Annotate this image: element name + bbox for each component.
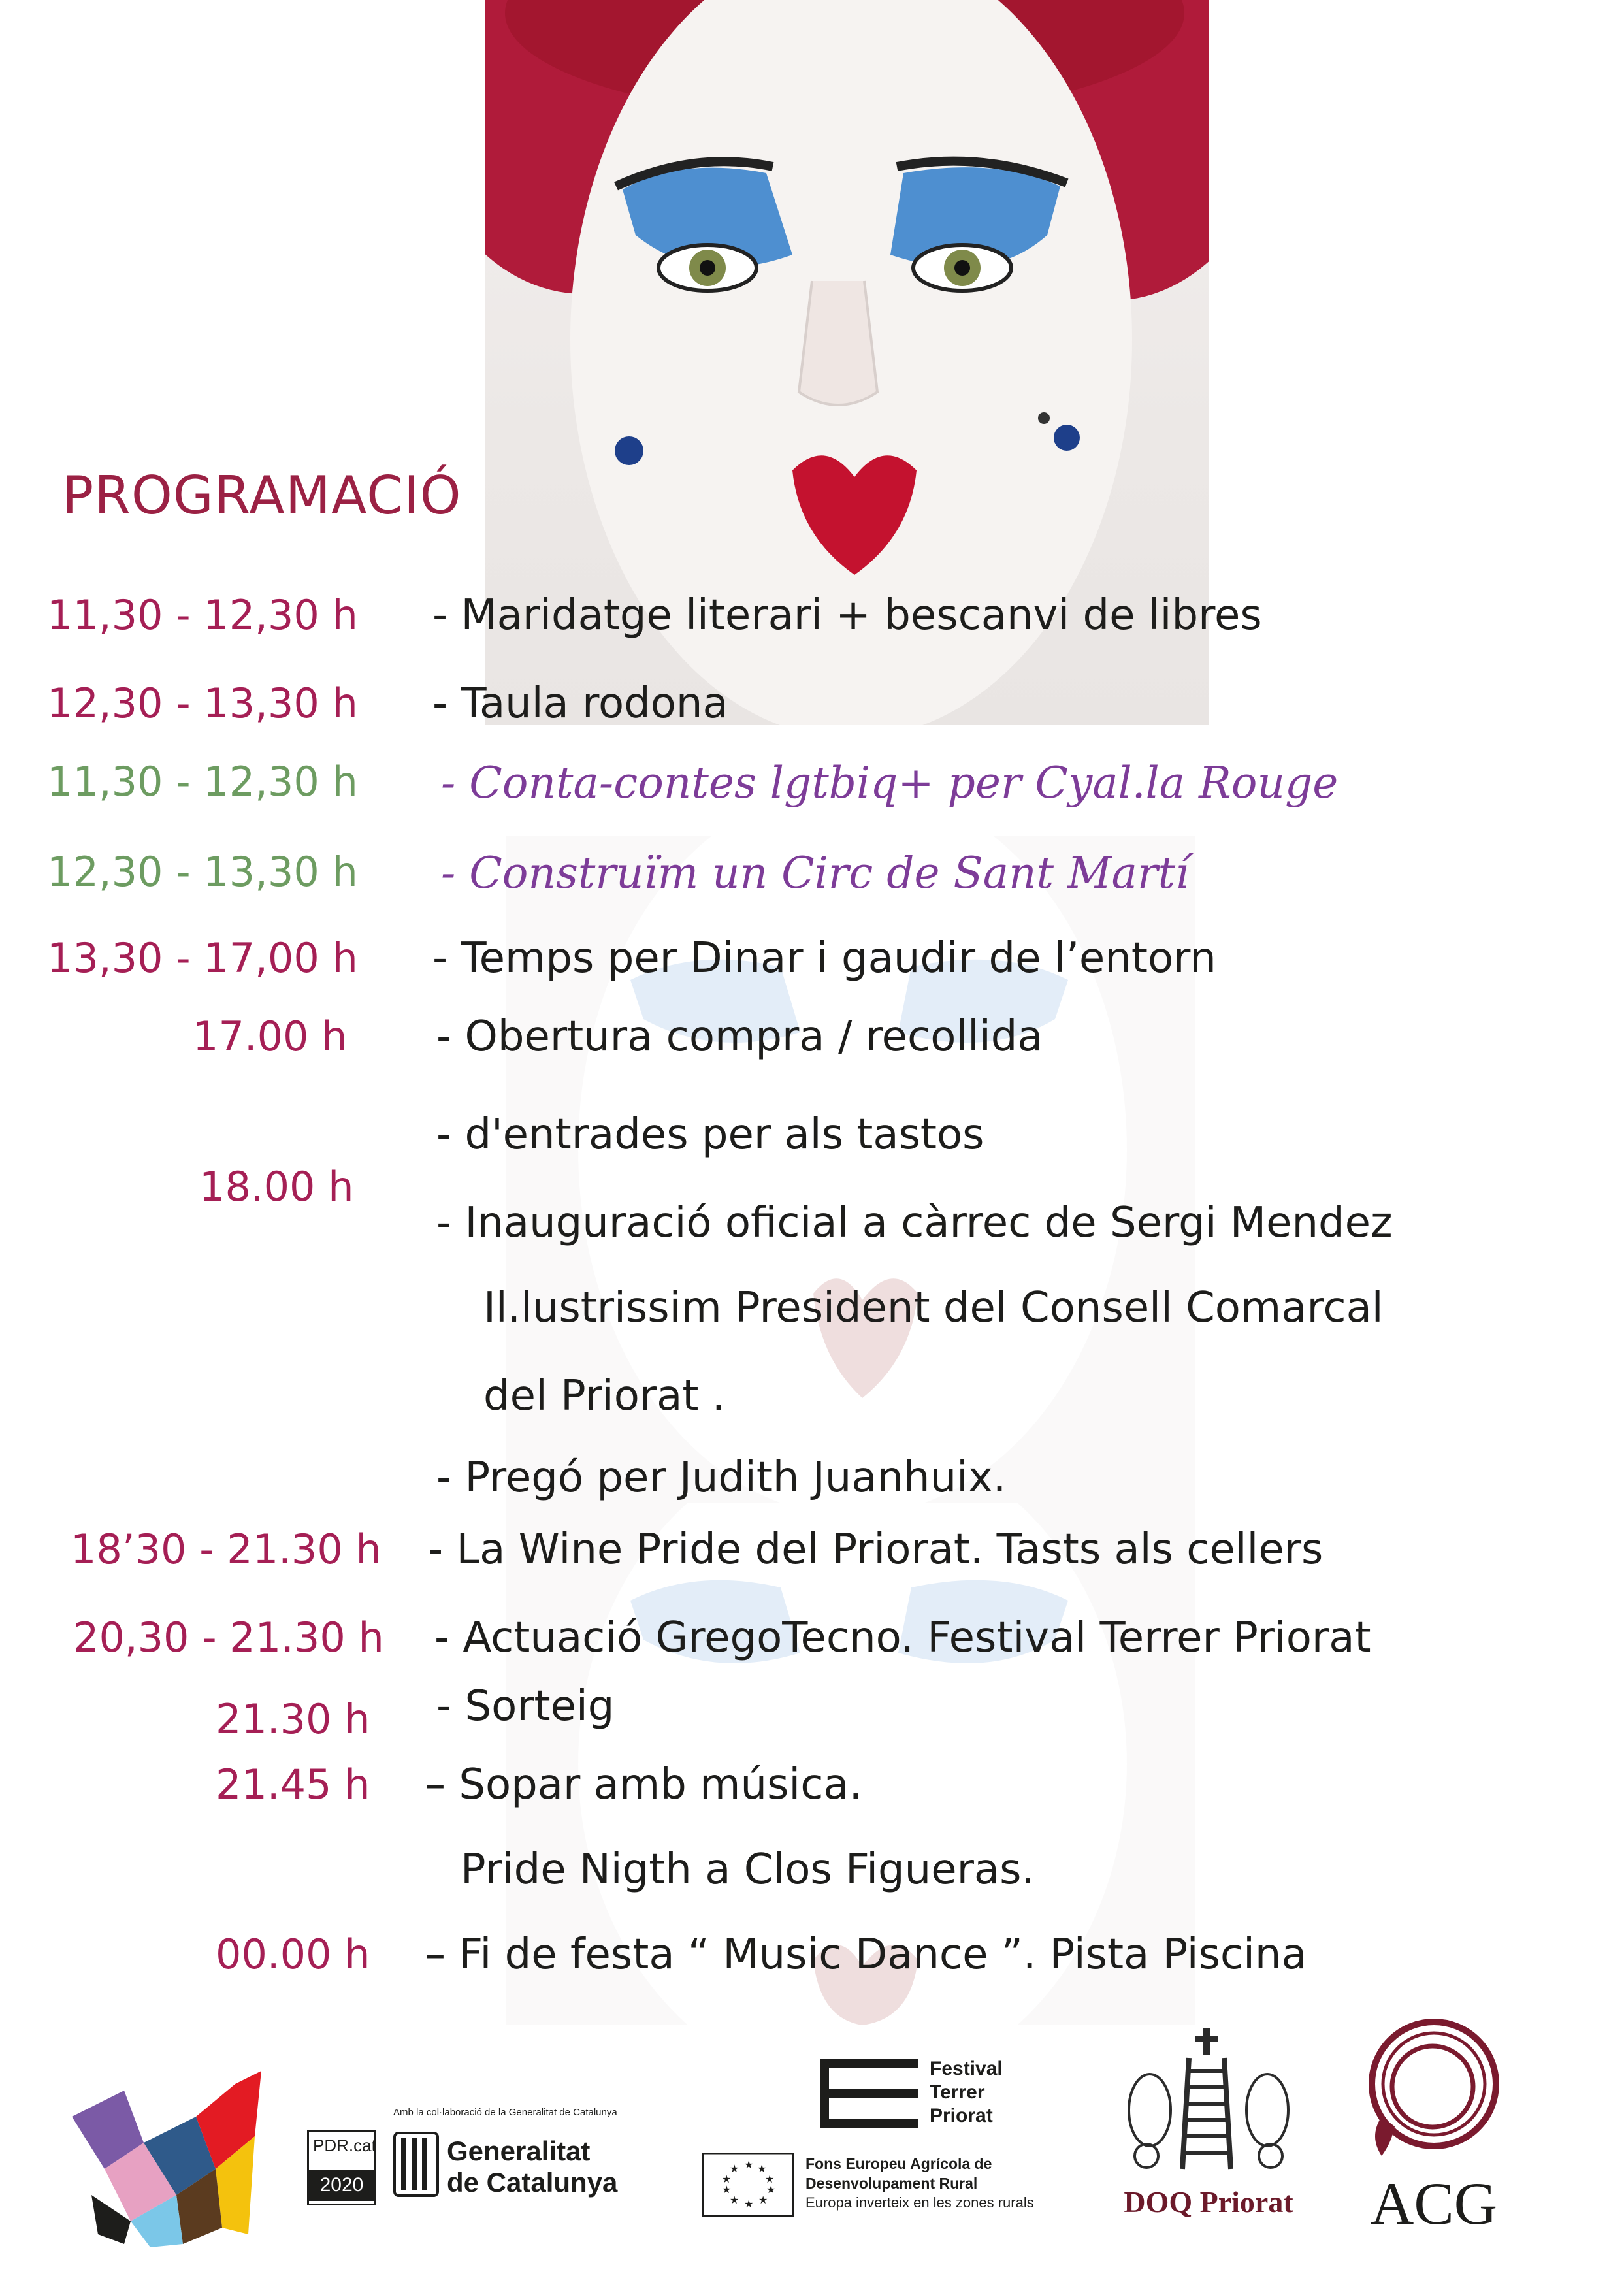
wolf-logo (65, 2064, 268, 2251)
eu-text-3: Europa inverteix en les zones rurals (805, 2194, 1034, 2211)
schedule-activity: - Construïm un Circ de Sant Martí (441, 848, 1190, 898)
svg-text:★: ★ (722, 2173, 732, 2185)
svg-text:★: ★ (722, 2183, 732, 2196)
generalitat-caption: Amb la col·laboració de la Generalitat de Catalunya (393, 2107, 617, 2118)
schedule-row (0, 1454, 1624, 1512)
generalitat-name-2: de Catalunya (447, 2167, 618, 2198)
schedule-row (0, 1013, 1624, 1071)
schedule-time: 13,30 - 17,00 h (47, 934, 358, 982)
schedule-activity: - Conta-contes lgtbiq+ per Cyal.la Rouge (441, 758, 1339, 808)
schedule-activity: - Maridatge literari + bescanvi de libres (432, 591, 1262, 640)
schedule-activity: - Inauguració oficial a càrrec de Sergi Mendez (436, 1199, 1393, 1247)
festival-e-icon (820, 2058, 918, 2130)
schedule-activity: - Obertura compra / recollida (436, 1013, 1043, 1061)
schedule-time: 20,30 - 21.30 h (73, 1614, 384, 1661)
pdr-logo-year: 2020 (309, 2170, 374, 2201)
schedule-activity: – Sopar amb música. (425, 1761, 862, 1809)
schedule-row (0, 679, 1624, 738)
svg-text:★: ★ (758, 2194, 768, 2206)
pdr-logo (307, 2130, 376, 2205)
schedule-time: 11,30 - 12,30 h (47, 758, 358, 806)
schedule-row (0, 1284, 1624, 1343)
schedule-activity: – Fi de festa “ Music Dance ”. Pista Piscina (425, 1930, 1307, 1979)
schedule-row (0, 1695, 1624, 1754)
page-title: PROGRAMACIÓ (62, 465, 462, 526)
schedule-row (0, 1111, 1624, 1169)
acg-ring-icon (1356, 2006, 1512, 2162)
festival-text-3: Priorat (930, 2105, 993, 2126)
schedule-time: 12,30 - 13,30 h (47, 679, 358, 727)
schedule-row (0, 934, 1624, 993)
schedule-time: 11,30 - 12,30 h (47, 591, 358, 639)
festival-terrer-priorat-logo (820, 2058, 1016, 2136)
svg-text:★: ★ (766, 2183, 776, 2196)
schedule-row (0, 1614, 1624, 1672)
svg-text:★: ★ (744, 2158, 754, 2171)
eu-text-2: Desenvolupament Rural (805, 2175, 978, 2192)
schedule-row (0, 1761, 1624, 1819)
schedule-row (0, 848, 1624, 907)
eu-text-1: Fons Europeu Agrícola de (805, 2155, 992, 2172)
schedule-time: 18’30 - 21.30 h (71, 1525, 382, 1573)
generalitat-logo (393, 2107, 641, 2211)
schedule-row (0, 1199, 1624, 1258)
schedule-activity: - Pregó per Judith Juanhuix. (436, 1454, 1007, 1502)
festival-text-2: Terrer (930, 2081, 985, 2103)
schedule-activity: Il.lustrissim President del Consell Comarcal (483, 1284, 1384, 1332)
schedule-row (0, 591, 1624, 650)
schedule-activity: - Temps per Dinar i gaudir de l’entorn (432, 934, 1216, 983)
schedule-activity: - Actuació GregoTecno. Festival Terrer Priorat (434, 1614, 1371, 1662)
schedule-activity: Pride Nigth a Clos Figueras. (461, 1846, 1035, 1894)
schedule-row (0, 758, 1624, 817)
pdr-logo-text: PDR.cat (313, 2136, 376, 2155)
schedule-time: 00.00 h (216, 1930, 370, 1978)
doq-priorat-logo (1111, 2025, 1307, 2228)
schedule-time: 18.00 h (199, 1163, 354, 1211)
schedule-row (0, 1930, 1624, 1989)
eu-feader-logo (702, 2153, 1068, 2224)
schedule-activity: - Sorteig (436, 1682, 615, 1731)
schedule-row (0, 1372, 1624, 1431)
schedule-time: 21.30 h (216, 1695, 370, 1743)
svg-text:★: ★ (730, 2194, 739, 2206)
schedule-time: 21.45 h (216, 1761, 370, 1808)
svg-text:★: ★ (744, 2198, 754, 2210)
doq-priorat-text: DOQ Priorat (1124, 2185, 1293, 2219)
schedule-time: 12,30 - 13,30 h (47, 848, 358, 896)
generalitat-name-1: Generalitat (447, 2136, 591, 2166)
acg-logo (1349, 2006, 1519, 2241)
eu-flag-icon (702, 2153, 794, 2217)
svg-text:★: ★ (765, 2173, 775, 2185)
doq-ladder-icon (1124, 2025, 1293, 2175)
schedule-time: 17.00 h (193, 1013, 348, 1060)
generalitat-shield-icon (393, 2132, 439, 2197)
svg-text:★: ★ (757, 2162, 767, 2175)
schedule-activity: - Taula rodona (432, 679, 728, 728)
svg-text:★: ★ (730, 2162, 739, 2175)
schedule-activity: del Priorat . (483, 1372, 726, 1420)
schedule-activity: - La Wine Pride del Priorat. Tasts als cellers (428, 1525, 1324, 1574)
festival-text-1: Festival (930, 2058, 1003, 2079)
schedule-row (0, 1525, 1624, 1584)
schedule-row (0, 1846, 1624, 1904)
schedule-activity: - d'entrades per als tastos (436, 1111, 984, 1159)
acg-text: ACG (1370, 2170, 1498, 2237)
